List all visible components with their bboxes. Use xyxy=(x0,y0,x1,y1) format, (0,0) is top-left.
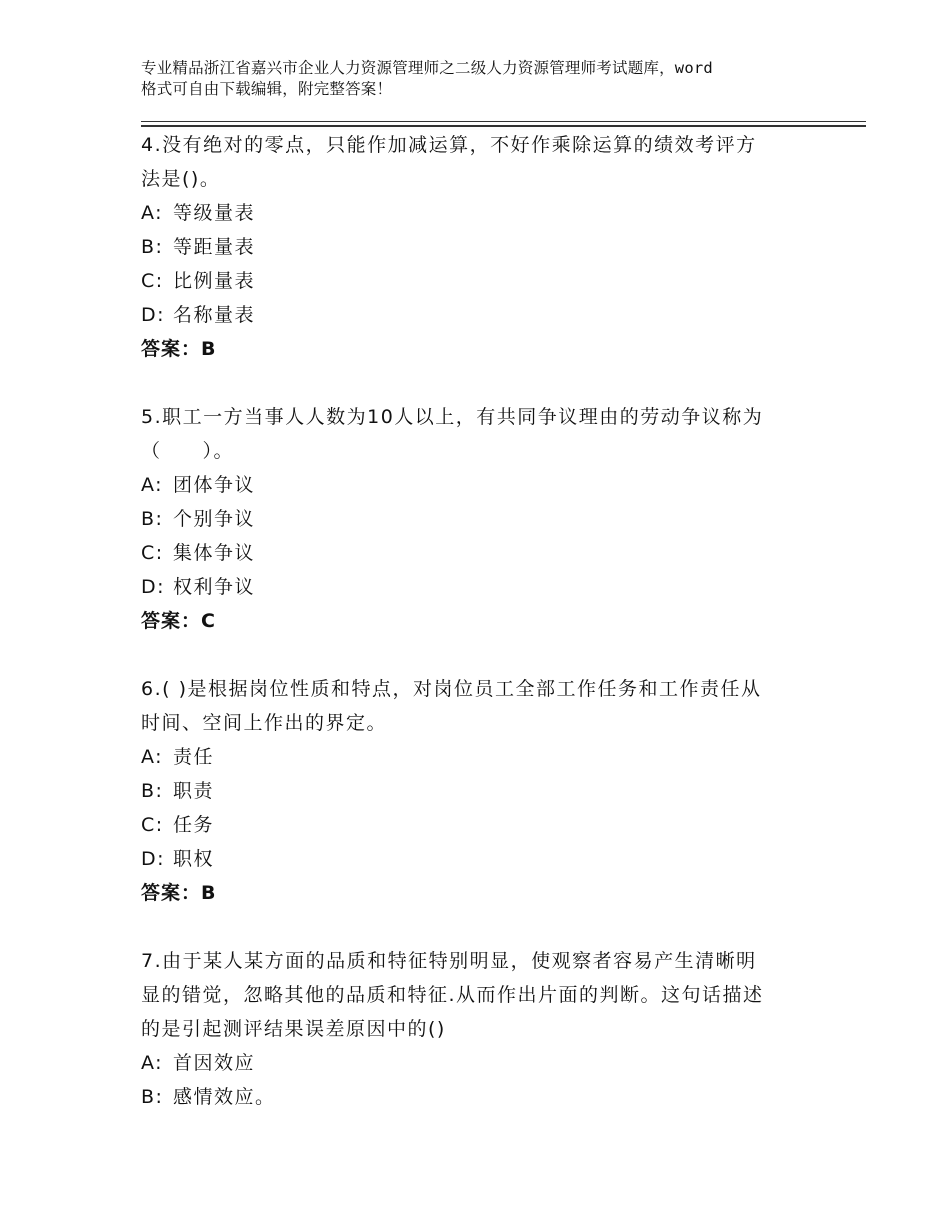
header-title-line-2: 格式可自由下载编辑，附完整答案！ xyxy=(141,80,393,98)
question-7 xyxy=(141,944,821,1114)
header-divider-thick xyxy=(141,125,866,127)
question-stem-line: 7.由于某人某方面的品质和特征特别明显，使观察者容易产生清晰明 xyxy=(141,950,757,972)
option-text: 责任 xyxy=(173,746,215,768)
header-title-line-1: 专业精品浙江省嘉兴市企业人力资源管理师之二级人力资源管理师考试题库，word xyxy=(141,59,713,77)
option-key: C: xyxy=(141,270,164,292)
option-key: D: xyxy=(141,848,166,870)
option-key: D: xyxy=(141,576,166,598)
question-gap xyxy=(141,638,821,672)
question-stem-line: 时间、空间上作出的界定。 xyxy=(141,712,388,734)
option-key: C: xyxy=(141,814,164,836)
answer-line: 答案：B xyxy=(141,882,217,904)
question-stem-line: 显的错觉，忽略其他的品质和特征.从而作出片面的判断。这句话描述 xyxy=(141,984,764,1006)
option-a xyxy=(141,740,821,774)
option-text: 感情效应。 xyxy=(173,1086,276,1108)
option-d xyxy=(141,842,821,876)
option-key: A: xyxy=(141,1052,164,1074)
question-6 xyxy=(141,672,821,910)
option-a xyxy=(141,468,821,502)
option-text: 首因效应 xyxy=(173,1052,256,1074)
question-stem-line: 法是()。 xyxy=(141,168,221,190)
option-text: 等级量表 xyxy=(173,202,256,224)
question-stem xyxy=(141,400,821,468)
question-stem-line: 6.( )是根据岗位性质和特点，对岗位员工全部工作任务和工作责任从 xyxy=(141,678,762,700)
question-stem xyxy=(141,672,821,740)
option-key: C: xyxy=(141,542,164,564)
header-divider-thin xyxy=(141,121,866,122)
option-text: 职权 xyxy=(173,848,215,870)
option-key: B: xyxy=(141,508,164,530)
option-c xyxy=(141,264,821,298)
answer-line: 答案：B xyxy=(141,338,217,360)
question-4 xyxy=(141,128,821,366)
document-header xyxy=(141,58,841,100)
option-key: A: xyxy=(141,202,164,224)
option-a xyxy=(141,196,821,230)
option-b xyxy=(141,774,821,808)
option-d xyxy=(141,298,821,332)
question-list xyxy=(141,128,821,1114)
option-text: 等距量表 xyxy=(173,236,256,258)
option-key: B: xyxy=(141,236,164,258)
option-c xyxy=(141,536,821,570)
option-c xyxy=(141,808,821,842)
question-stem xyxy=(141,944,821,1046)
option-text: 个别争议 xyxy=(173,508,256,530)
option-text: 比例量表 xyxy=(173,270,256,292)
option-text: 团体争议 xyxy=(173,474,256,496)
question-gap xyxy=(141,366,821,400)
option-key: A: xyxy=(141,474,164,496)
question-5 xyxy=(141,400,821,638)
option-text: 任务 xyxy=(173,814,215,836)
answer-line: 答案：C xyxy=(141,610,216,632)
option-b xyxy=(141,502,821,536)
option-text: 名称量表 xyxy=(173,304,256,326)
question-stem-line: （ ）。 xyxy=(141,440,235,462)
option-b xyxy=(141,1080,821,1114)
question-stem-line: 5.职工一方当事人人数为10人以上，有共同争议理由的劳动争议称为 xyxy=(141,406,764,428)
question-stem-line: 的是引起测评结果误差原因中的() xyxy=(141,1018,446,1040)
question-stem-line: 4.没有绝对的零点，只能作加减运算，不好作乘除运算的绩效考评方 xyxy=(141,134,757,156)
option-a xyxy=(141,1046,821,1080)
option-b xyxy=(141,230,821,264)
question-gap xyxy=(141,910,821,944)
option-d xyxy=(141,570,821,604)
question-stem xyxy=(141,128,821,196)
option-key: A: xyxy=(141,746,164,768)
option-key: B: xyxy=(141,780,164,802)
option-key: B: xyxy=(141,1086,164,1108)
option-text: 集体争议 xyxy=(173,542,256,564)
option-key: D: xyxy=(141,304,166,326)
option-text: 权利争议 xyxy=(173,576,256,598)
option-text: 职责 xyxy=(173,780,215,802)
